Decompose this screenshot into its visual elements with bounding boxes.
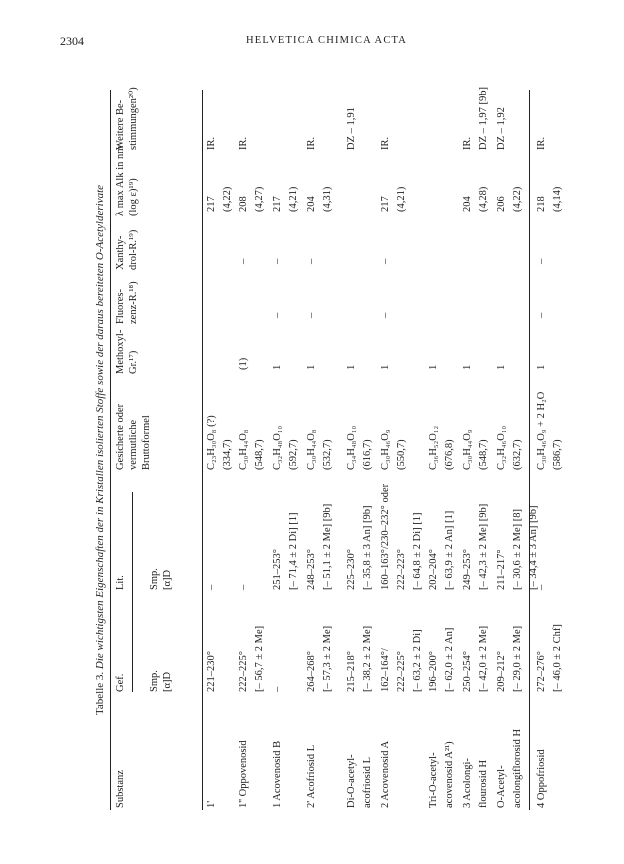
substanz-value: acolongiflorosid H [512,728,523,808]
lit-value: 225–230° [346,549,357,590]
xanthydrol-value: – [306,258,317,264]
lit-cell [344,505,376,590]
gef-value: [– 63,2 ± 2 Di] [412,629,423,692]
gef-cell [344,626,376,692]
lit-value: [– 42,3 ± 2 Me] [9b] [478,503,489,590]
table-caption [94,90,106,810]
methoxyl-value: 1 [272,364,283,370]
fluoreszenz-line-1: Fluores- [115,289,126,324]
table [92,87,563,810]
formel-cell [204,415,236,470]
formel-value: (548,7) [254,439,265,470]
substanz-value: 1'' Oppovenosid [238,740,249,808]
formel-value: C₃₆H₅₂O₁₂ [428,425,439,470]
lit-value: [– 71,4 ± 2 Di] [1] [288,512,299,590]
methoxyl-cell [236,358,252,370]
xanthydrol-line-1: Xanthy- [115,235,126,270]
formel-cell [304,430,336,470]
lit-value: – [206,584,217,590]
substanz-value: acofriosid L [362,756,373,808]
lit-value: 251–253° [272,549,283,590]
gef-cell [378,629,426,692]
lit-value: – [536,584,547,590]
lambda-value: (4,21) [396,186,407,212]
formel-value: (532,7) [322,439,333,470]
lambda-value: (4,22) [222,186,233,212]
substanz-cell [344,754,376,808]
formel-value: C₃₀H₄₄O₉ [462,429,473,470]
formel-cell [236,430,268,470]
fluoreszenz-value: – [306,312,317,318]
gef-cell [426,628,458,692]
header-substanz: Substanz [115,770,126,808]
gef-value: [– 42,0 ± 2 Me] [478,625,489,692]
lambda-value: 217 [380,196,391,212]
gef-value: 222–225° [238,651,249,692]
fluoreszenz-value: – [380,312,391,318]
lit-cell [378,484,426,590]
gef-value: [– 56,7 ± 2 Me] [254,625,265,692]
lambda-value: 218 [536,196,547,212]
formel-value: (676,8) [444,439,455,470]
caption-label: Tabelle 3. [94,671,106,716]
weitere-line-2: stimmungen²⁰) [128,87,139,150]
gef-cell [236,626,268,692]
xanthydrol-value: – [272,258,283,264]
lambda-value: 208 [238,196,249,212]
weitere-line-1: Weitere Be- [115,99,126,150]
weitere-value: IR. [380,136,391,150]
formel-value: (616,7) [362,439,373,470]
lambda-cell [236,187,268,212]
xanthydrol-value: – [536,258,547,264]
lambda-cell [304,187,336,212]
gef-value: 264–268° [306,651,317,692]
lambda-value: (4,22) [512,186,523,212]
table-row [378,90,428,810]
substanz-cell [460,758,492,808]
xanthydrol-line-2: drol-R.¹⁹) [128,229,139,270]
lambda-cell [270,187,302,212]
fluoreszenz-cell [378,313,394,318]
lambda-cell [494,187,526,212]
lambda-value: 204 [306,196,317,212]
methoxyl-value: 1 [536,364,547,370]
weitere-value: IR. [462,136,473,150]
substanz-value: Tri-O-acetyl- [428,752,439,808]
gef-value: [– 57,3 ± 2 Me] [322,625,333,692]
methoxyl-value: 1 [428,364,439,370]
methoxyl-cell [378,365,394,370]
weitere-value: IR. [206,136,217,150]
weitere-cell [304,137,320,150]
substanz-value: acovenosid A²¹) [444,741,455,808]
lambda-value: (4,27) [254,186,265,212]
substanz-value: Di-O-acetyl- [346,754,357,808]
lit-cell [236,585,252,590]
lit-value: [– 35,8 ± 3 An] [9b] [362,505,373,590]
xanthydrol-cell [236,259,252,264]
fluoreszenz-value: – [536,312,547,318]
gef-value: 222–225° [396,651,407,692]
fluoreszenz-cell [270,313,286,318]
substanz-value: O-Acetyl- [496,765,507,808]
formel-value: C₃₀H₄₄O₈ [238,429,249,470]
header-lit: Lit. [115,575,126,590]
lit-value: 222–223° [396,549,407,590]
weitere-value: IR. [536,136,547,150]
lit-value: – [238,584,249,590]
substanz-cell [270,741,286,808]
formel-value: (592,7) [288,439,299,470]
formel-cell [534,392,566,470]
methoxyl-cell [344,365,360,370]
substanz-cell [494,729,526,808]
methoxyl-cell [494,365,510,370]
lambda-value: 206 [496,196,507,212]
lit-value: 248–253° [306,549,317,590]
gef-value: 209–212° [496,651,507,692]
gef-value: [– 29,0 ± 2 Me] [512,625,523,692]
substanz-value: 1 Acovenosid B [272,740,283,808]
methoxyl-line-1: Methoxyl- [115,329,126,374]
methoxyl-cell [426,365,442,370]
smp-gef-label: Smp. [149,670,160,692]
lit-cell [304,504,336,590]
table-row [534,90,584,810]
lambda-cell [378,187,410,212]
page-header [0,0,624,60]
lambda-value: 217 [206,196,217,212]
gef-cell [494,626,526,692]
weitere-cell [494,107,510,150]
lit-value: [– 63,9 ± 2 An] [1] [444,510,455,590]
methoxyl-line-2: Gr.¹⁷) [128,350,139,374]
lit-value: 249–253° [462,549,473,590]
formel-line-3: Bruttoformel [141,415,152,470]
xanthydrol-value: – [380,258,391,264]
substanz-cell [204,801,220,808]
top-rule [110,90,111,810]
gef-value: 196–200° [428,651,439,692]
formel-line-1: Gesicherte oder [115,403,126,470]
substanz-value: 1' [206,800,217,808]
xanthydrol-cell [534,259,550,264]
substanz-value: flourosid H [478,759,489,808]
header-lambda [114,146,140,216]
methoxyl-value: 1 [306,364,317,370]
xanthydrol-cell [378,259,394,264]
substanz-cell [236,740,252,808]
substanz-cell [378,741,394,808]
gef-value: 221–230° [206,651,217,692]
substanz-cell [426,741,458,808]
header-methoxyl [114,330,140,374]
lambda-value: (4,21) [288,186,299,212]
formel-cell [344,426,376,470]
formel-value: (548,7) [478,439,489,470]
weitere-value: IR. [306,136,317,150]
gef-value: 215–218° [346,651,357,692]
formel-value: C₃₂H₄₆O₁₀ [496,425,507,470]
substanz-cell [304,745,320,808]
methoxyl-value: 1 [462,364,473,370]
lambda-value: 217 [272,196,283,212]
gef-cell [270,687,286,692]
substanz-value: 4 Oppofriosid [536,749,547,808]
methoxyl-value: 1 [496,364,507,370]
xanthydrol-cell [270,259,286,264]
lit-cell [204,585,220,590]
lambda-cell [534,187,566,212]
header-formel [114,404,153,470]
gef-cell [304,626,336,692]
page-number: 2304 [60,34,84,48]
formel-cell [378,430,410,470]
substanz-value: 2 Acovenosid A [380,740,391,808]
methoxyl-cell [304,365,320,370]
lambda-value: (4,31) [322,186,333,212]
lit-value: 202–204° [428,549,439,590]
formel-value: C₃₀H₄₄O₈ [306,429,317,470]
smp-lit-label: Smp. [149,568,160,590]
fluoreszenz-value: – [272,312,283,318]
methoxyl-cell [460,365,476,370]
formel-cell [270,426,302,470]
gef-lit-rule [132,492,133,692]
weitere-cell [344,107,360,150]
formel-value: C₃₄H₄₈O₁₀ [346,425,357,470]
gef-value: [– 38,2 ± 2 Me] [362,625,373,692]
caption-text: Die wichtigsten Eigenschaften der in Kristallen isolierten Stoffe sowie der daraus bereiteten O-Acetylderivate [94,184,106,670]
gef-cell [534,624,566,692]
gef-cell [460,626,492,692]
substanz-value: 2' Acofriosid L [306,744,317,808]
lambda-cell [204,187,236,212]
lit-value: [– 64,8 ± 2 Di] [1] [412,512,423,590]
weitere-cell [534,137,550,150]
lambda-value: (4,14) [552,186,563,212]
lit-value: 211–217° [496,549,507,590]
fluoreszenz-line-2: zenz-R.¹⁸) [128,281,139,324]
lambda-cell [460,187,492,212]
formel-value: C₃₀H₄₆O₉ + 2 H₂O [536,391,547,470]
xanthydrol-value: – [238,258,249,264]
gef-value: [– 62,0 ± 2 An] [444,627,455,692]
gef-value: 250–254° [462,651,473,692]
header-smp-lit [148,568,174,590]
fluoreszenz-cell [534,313,550,318]
methoxyl-cell [270,365,286,370]
alpha-lit-label: [α]D [162,569,173,590]
lit-cell [534,585,550,590]
journal-title: HELVETICA CHIMICA ACTA [246,35,408,46]
header-fluoreszenz [114,281,140,324]
weitere-value: DZ – 1,92 [496,107,507,150]
formel-value: (550,7) [396,439,407,470]
formel-value: (586,7) [552,439,563,470]
lit-value: [– 51,1 ± 2 Me] [9b] [322,503,333,590]
weitere-cell [378,137,394,150]
xanthydrol-cell [304,259,320,264]
gef-value: [– 46,0 ± 2 Chf] [552,624,563,692]
formel-value: C₃₂H₄₈O₁₀ [272,425,283,470]
substanz-cell [534,749,550,808]
methoxyl-value: (1) [238,357,249,370]
header-smp-gef [148,670,174,692]
lit-cell [460,504,492,590]
lit-value: [– 30,6 ± 2 Me] [8] [512,509,523,590]
lit-cell [270,513,302,591]
formel-cell [494,426,526,470]
rotated-table-area [92,87,563,810]
weitere-cell [236,137,252,150]
weitere-cell [204,137,220,150]
weitere-value: DZ – 1,97 [9b] [478,87,489,150]
lambda-line-2: (log ε)¹⁹) [128,178,139,216]
formel-value: (632,7) [512,439,523,470]
formel-value: C₂₃H₃₀O₈ (?) [206,415,217,470]
formel-value: C₃₀H₄₆O₉ [380,429,391,470]
fluoreszenz-cell [304,313,320,318]
lit-value: [– 34,4 ± 3 An] [9b] [528,505,539,590]
formel-value: (334,7) [222,439,233,470]
gef-value: 272–276° [536,651,547,692]
formel-cell [426,426,458,470]
lambda-line-1: λ max Alk in nm [115,145,126,216]
lit-cell [426,511,458,590]
header-weitere [114,87,140,150]
gef-cell [204,651,220,692]
gef-value: – [272,686,283,692]
header-gef: Gef. [115,673,126,692]
methoxyl-value: 1 [346,364,357,370]
gef-value: 162–164°/ [380,648,391,692]
header-rule [202,90,203,810]
methoxyl-cell [534,365,550,370]
formel-line-2: vermutliche [128,419,139,470]
weitere-cell [460,87,492,150]
methoxyl-value: 1 [380,364,391,370]
header-xanthydrol [114,230,140,270]
lambda-value: 204 [462,196,473,212]
lambda-value: (4,28) [478,186,489,212]
lit-value: 160–163°/230–232° oder [380,483,391,590]
formel-cell [460,430,492,470]
weitere-value: DZ – 1,91 [346,107,357,150]
weitere-value: IR. [238,136,249,150]
substanz-value: 3 Acolongi- [462,758,473,808]
alpha-gef-label: [α]D [162,671,173,692]
